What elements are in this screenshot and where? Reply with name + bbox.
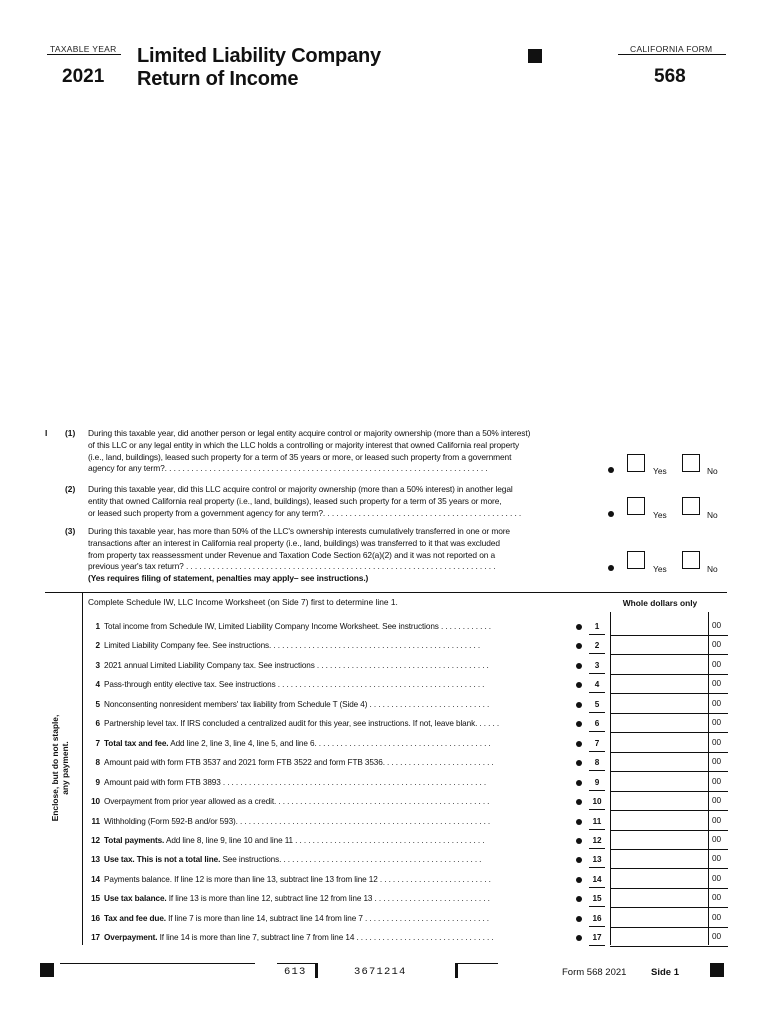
line-14-number: 14: [91, 874, 100, 884]
question-2-no-label: No: [707, 510, 718, 520]
line-10-cents: 00: [712, 796, 722, 806]
line-6-box-number: 6: [589, 717, 605, 732]
line-2-number: 2: [95, 641, 100, 651]
question-2-yes-label: Yes: [653, 510, 667, 520]
footer-form-label: Form 568 2021: [562, 967, 627, 978]
tax-year: 2021: [62, 66, 105, 87]
bullet-icon: [576, 896, 582, 902]
line-row-5: [84, 695, 734, 715]
line-8-amount-input[interactable]: [612, 754, 708, 772]
line-10-number: 10: [91, 797, 100, 807]
line-3-box-number: 3: [589, 659, 605, 674]
side-instruction: [50, 698, 70, 838]
line-row-17: [84, 928, 734, 948]
question-3-number: (3): [65, 526, 76, 536]
line-17-box-number: 17: [589, 931, 605, 946]
question-1-no-label: No: [707, 466, 718, 476]
question-3-line: previous year's tax return? . . . . . . . . . . . . . . . . . . . . . . . . . . . . . . . . . . . . . . . . . . . . . . . . . . . . . . . . . . . . . . . . . . . . . .: [88, 561, 496, 572]
line-3-number: 3: [95, 660, 100, 670]
line-4-box-number: 4: [589, 678, 605, 693]
line-6-text: Partnership level tax. If IRS concluded a centralized audit for this year, see instructions. If not, leave blank. . . . . .: [104, 719, 500, 729]
question-1-number: (1): [65, 428, 76, 438]
line-row-2: [84, 636, 734, 656]
line-8-text: Amount paid with form FTB 3537 and 2021 form FTB 3522 and form FTB 3536. . . . . . . . . . . . . . . . . . . . . . . . . .: [104, 758, 494, 768]
line-9-cents: 00: [712, 776, 722, 786]
question-2-line: During this taxable year, did this LLC acquire control or majority ownership (more than a 50% interest) in another legal: [88, 484, 513, 494]
bullet-icon: [576, 663, 582, 669]
bullet-icon: [576, 702, 582, 708]
line-row-7: [84, 734, 734, 754]
bullet-icon: [576, 935, 582, 941]
line-15-bold-label: Use tax balance.: [104, 894, 167, 904]
line-4-cents: 00: [712, 679, 722, 689]
line-16-bold-label: Tax and fee due.: [104, 913, 166, 923]
bullet-icon: [576, 624, 582, 630]
california-form-label: CALIFORNIA FORM: [630, 44, 713, 54]
line-12-amount-input[interactable]: [612, 832, 708, 850]
line-14-text: Payments balance. If line 12 is more than line 13, subtract line 13 from line 12 . . . . . . . . . . . . . . . . . . . . . . . . . .: [104, 874, 491, 884]
line-11-amount-input[interactable]: [612, 813, 708, 831]
line-12-cents: 00: [712, 834, 722, 844]
line-14-amount-input[interactable]: [612, 871, 708, 889]
line-11-box-number: 11: [589, 815, 605, 830]
line-5-description: [88, 700, 576, 709]
line-14-description: [88, 875, 576, 884]
line-16-text: If line 7 is more than line 14, subtract line 14 from line 7 . . . . . . . . . . . . . . . . . . . . . . . . . . . . .: [165, 913, 489, 923]
line-13-box-number: 13: [589, 853, 605, 868]
line-17-bold-label: Overpayment.: [104, 933, 158, 943]
footer-code-2: 3671214: [354, 966, 407, 978]
line-6-number: 6: [95, 719, 100, 729]
line-1-box-number: 1: [589, 620, 605, 635]
question-1-yes-label: Yes: [653, 466, 667, 476]
line-5-number: 5: [95, 699, 100, 709]
line-13-text: See instructions. . . . . . . . . . . . . . . . . . . . . . . . . . . . . . . . . . . . . . . . . . . . . . .: [220, 855, 482, 865]
line-13-amount-input[interactable]: [612, 851, 708, 869]
question-1-line: During this taxable year, did another person or legal entity acquire control or majority ownership (more than a 50% interest): [88, 428, 531, 438]
line-4-text: Pass-through entity elective tax. See instructions . . . . . . . . . . . . . . . . . . . . . . . . . . . . . . . . . . . . . . . . . . . . . . . .: [104, 680, 485, 690]
line-12-bold-label: Total payments.: [104, 835, 165, 845]
side-instruction-line2: any payment.: [60, 741, 70, 795]
line-11-text: Withholding (Form 592-B and/or 593). . . . . . . . . . . . . . . . . . . . . . . . . . . . . . . . . . . . . . . . . . . . . . . . . . . . . . . . . . .: [104, 816, 491, 826]
line-17-text: If line 14 is more than line 7, subtract line 7 from line 14 . . . . . . . . . . . . . . . . . . . . . . . . . . . . . . . .: [157, 933, 494, 943]
bullet-icon: [576, 780, 582, 786]
line-17-cents: 00: [712, 932, 722, 942]
question-3-no-checkbox[interactable]: [682, 551, 700, 569]
bullet-icon: [576, 819, 582, 825]
line-16-description: [88, 914, 576, 923]
line-4-amount-input[interactable]: [612, 676, 708, 694]
question-3-line: During this taxable year, has more than 50% of the LLC's ownership interests cumulatively transferred in one or more: [88, 526, 510, 536]
line-10-amount-input[interactable]: [612, 793, 708, 811]
line-3-cents: 00: [712, 659, 722, 669]
line-9-amount-input[interactable]: [612, 774, 708, 792]
line-15-number: 15: [91, 894, 100, 904]
question-3-note: (Yes requires filing of statement, penalties may apply– see instructions.): [88, 573, 369, 584]
line-14-cents: 00: [712, 873, 722, 883]
line-16-cents: 00: [712, 912, 722, 922]
form-title: [137, 45, 381, 91]
line-2-box-number: 2: [589, 639, 605, 654]
line-12-text: Add line 8, line 9, line 10 and line 11 . . . . . . . . . . . . . . . . . . . . . . . . . . . . . . . . . . . . . . . . . . . .: [164, 835, 485, 845]
line-5-box-number: 5: [589, 698, 605, 713]
line-3-text: 2021 annual Limited Liability Company tax. See instructions . . . . . . . . . . . . . . . . . . . . . . . . . . . . . . . . . . . . . . . .: [104, 660, 489, 670]
line-13-description: [88, 855, 576, 864]
line-16-amount-input[interactable]: [612, 910, 708, 928]
bullet-icon: [576, 682, 582, 688]
whole-dollars-label: Whole dollars only: [622, 598, 698, 608]
line-7-bold-label: Total tax and fee.: [104, 738, 169, 748]
bullet-icon: [576, 838, 582, 844]
section-letter: I: [45, 428, 48, 438]
line-8-description: [88, 758, 576, 767]
question-1-line: (i.e., land, buildings), leased such property for a term of 35 years or more, or leased such property from a government: [88, 451, 512, 462]
question-2-yes-checkbox[interactable]: [627, 497, 645, 515]
line-7-cents: 00: [712, 737, 722, 747]
taxable-year-label: TAXABLE YEAR: [50, 44, 117, 54]
line-13-bold-label: Use tax. This is not a total line.: [104, 855, 221, 865]
line-4-number: 4: [95, 680, 100, 690]
question-1-line: of this LLC or any legal entity in which the LLC holds a controlling or majority interest that owned California real property: [88, 439, 520, 450]
line-7-number: 7: [95, 738, 100, 748]
line-7-box-number: 7: [589, 737, 605, 752]
line-row-10: [84, 792, 734, 812]
footer-side: Side 1: [651, 967, 679, 978]
bullet-icon: [576, 760, 582, 766]
line-5-text: Nonconsenting nonresident members' tax liability from Schedule T (Side 4) . . . . . . . . . . . . . . . . . . . . . . . . . . . .: [104, 699, 490, 709]
line-15-text: If line 13 is more than line 12, subtract line 12 from line 13 . . . . . . . . . . . . . . . . . . . . . . . . . . .: [166, 894, 490, 904]
form-title-line2: Return of Income: [137, 68, 299, 90]
line-14-box-number: 14: [589, 873, 605, 888]
line-1-text: Total income from Schedule IW, Limited Liability Company Income Worksheet. See instructions . . . . . . . . . . . .: [104, 622, 491, 631]
question-3-yes-checkbox[interactable]: [627, 551, 645, 569]
question-1-yes-checkbox[interactable]: [627, 454, 645, 472]
bullet-icon: [576, 741, 582, 747]
line-6-cents: 00: [712, 718, 722, 728]
line-17-number: 17: [91, 933, 100, 943]
line-6-amount-input[interactable]: [612, 715, 708, 733]
form-number: 568: [654, 66, 686, 87]
line-row-4: [84, 675, 734, 695]
question-1-no-checkbox[interactable]: [682, 454, 700, 472]
line-15-cents: 00: [712, 893, 722, 903]
bullet-icon: [608, 511, 614, 517]
bullet-icon: [576, 799, 582, 805]
line-5-cents: 00: [712, 698, 722, 708]
line-row-16: [84, 909, 734, 929]
line-2-description: [88, 641, 576, 650]
line-13-number: 13: [91, 855, 100, 865]
line-row-3: [84, 656, 734, 676]
line-1-cents: 00: [712, 621, 722, 630]
question-3-no-label: No: [707, 564, 718, 574]
line-2-amount-input[interactable]: [612, 637, 708, 655]
line-row-15: [84, 889, 734, 909]
line-4-description: [88, 680, 576, 689]
line-9-text: Amount paid with form FTB 3893 . . . . . . . . . . . . . . . . . . . . . . . . . . . . . . . . . . . . . . . . . . . . . . . . . . . . . . . . . . . . .: [104, 777, 487, 787]
line-15-description: [88, 894, 576, 903]
line-row-13: [84, 850, 734, 870]
line-8-number: 8: [95, 758, 100, 768]
question-2-line: or leased such property from a government agency for any term?. . . . . . . . . . . . . . . . . . . . . . . . . . . . . . . . . . . . . . . . . . . . .: [88, 507, 522, 518]
line-row-14: [84, 870, 734, 890]
registration-mark-top: [528, 49, 542, 63]
question-2-line: entity that owned California real property (i.e., land, buildings), leased such property for a term of 35 years or more,: [88, 495, 502, 506]
line-8-cents: 00: [712, 757, 722, 767]
line-row-11: [84, 812, 734, 832]
line-11-cents: 00: [712, 815, 722, 825]
bullet-icon: [576, 877, 582, 883]
line-row-6: [84, 714, 734, 734]
line-16-box-number: 16: [589, 912, 605, 927]
line-2-cents: 00: [712, 640, 722, 650]
side-instruction-line1: Enclose, but do not staple,: [50, 714, 60, 822]
line-row-1: [84, 617, 734, 637]
line-8-box-number: 8: [589, 756, 605, 771]
line-row-12: [84, 831, 734, 851]
line-3-amount-input[interactable]: [612, 657, 708, 675]
question-2-text: [88, 484, 628, 519]
line-6-description: [88, 719, 576, 728]
line-row-9: [84, 773, 734, 793]
question-1-line: agency for any term?. . . . . . . . . . . . . . . . . . . . . . . . . . . . . . . . . . . . . . . . . . . . . . . . . . . . . . . . . . . . . . . . . . . . . . . . .: [88, 463, 488, 474]
line-11-description: [88, 817, 576, 826]
line-13-cents: 00: [712, 854, 722, 864]
line-1-number: 1: [95, 622, 100, 631]
line-3-description: [88, 661, 576, 670]
line-5-amount-input[interactable]: [612, 696, 708, 714]
line-10-description: [88, 797, 576, 806]
line-17-description: [88, 933, 576, 942]
bullet-icon: [576, 916, 582, 922]
line-12-description: [88, 836, 576, 845]
line-7-description: [88, 739, 576, 748]
question-3-line: from property tax reassessment under Revenue and Taxation Code Section 62(a)(2) and it was not reported on a: [88, 549, 496, 560]
side-margin-rule: [82, 592, 83, 945]
question-3-line: transactions after an interest in California real property (i.e., land, buildings) was transferred to it that was excluded: [88, 537, 500, 548]
header-rule-right: [618, 54, 726, 55]
line-1-description: [88, 622, 576, 631]
header-rule-left: [47, 54, 121, 55]
registration-mark-bottom-left: [40, 963, 54, 977]
footer-bracket-right: [455, 963, 498, 978]
line-15-box-number: 15: [589, 892, 605, 907]
bullet-icon: [576, 643, 582, 649]
line-7-amount-input[interactable]: [612, 735, 708, 753]
bullet-icon: [576, 721, 582, 727]
line-row-8: [84, 753, 734, 773]
line-9-box-number: 9: [589, 776, 605, 791]
line-7-text: Add line 2, line 3, line 4, line 5, and line 6. . . . . . . . . . . . . . . . . . . . . . . . . . . . . . . . . . . . . . . . .: [168, 738, 491, 748]
question-3-text: [88, 526, 628, 585]
line-11-number: 11: [91, 816, 100, 826]
line-15-amount-input[interactable]: [612, 890, 708, 908]
line-9-number: 9: [95, 777, 100, 787]
line-17-amount-input[interactable]: [612, 929, 708, 947]
question-3-yes-label: Yes: [653, 564, 667, 574]
line-12-number: 12: [91, 835, 100, 845]
line-1-amount-input[interactable]: [612, 618, 708, 636]
bullet-icon: [576, 857, 582, 863]
question-1-text: [88, 428, 628, 475]
form-title-line1: Limited Liability Company: [137, 45, 381, 67]
footer-rule-left: [60, 963, 255, 964]
line-12-box-number: 12: [589, 834, 605, 849]
line-16-number: 16: [91, 913, 100, 923]
question-2-number: (2): [65, 484, 76, 494]
bullet-icon: [608, 467, 614, 473]
line-9-description: [88, 778, 576, 787]
line-10-text: Overpayment from prior year allowed as a credit. . . . . . . . . . . . . . . . . . . . . . . . . . . . . . . . . . . . . . . . . . . . . . . . . .: [104, 797, 490, 807]
table-top-rule: [45, 592, 727, 593]
question-2-no-checkbox[interactable]: [682, 497, 700, 515]
line-2-text: Limited Liability Company fee. See instructions. . . . . . . . . . . . . . . . . . . . . . . . . . . . . . . . . . . . . . . . . . . . . . . . .: [104, 641, 480, 651]
schedule-note: Complete Schedule IW, LLC Income Worksheet (on Side 7) first to determine line 1.: [88, 597, 398, 607]
footer-code-1: 613: [284, 966, 307, 978]
bullet-icon: [608, 565, 614, 571]
line-17-underline: [610, 946, 728, 947]
registration-mark-bottom-right: [710, 963, 724, 977]
line-10-box-number: 10: [589, 795, 605, 810]
